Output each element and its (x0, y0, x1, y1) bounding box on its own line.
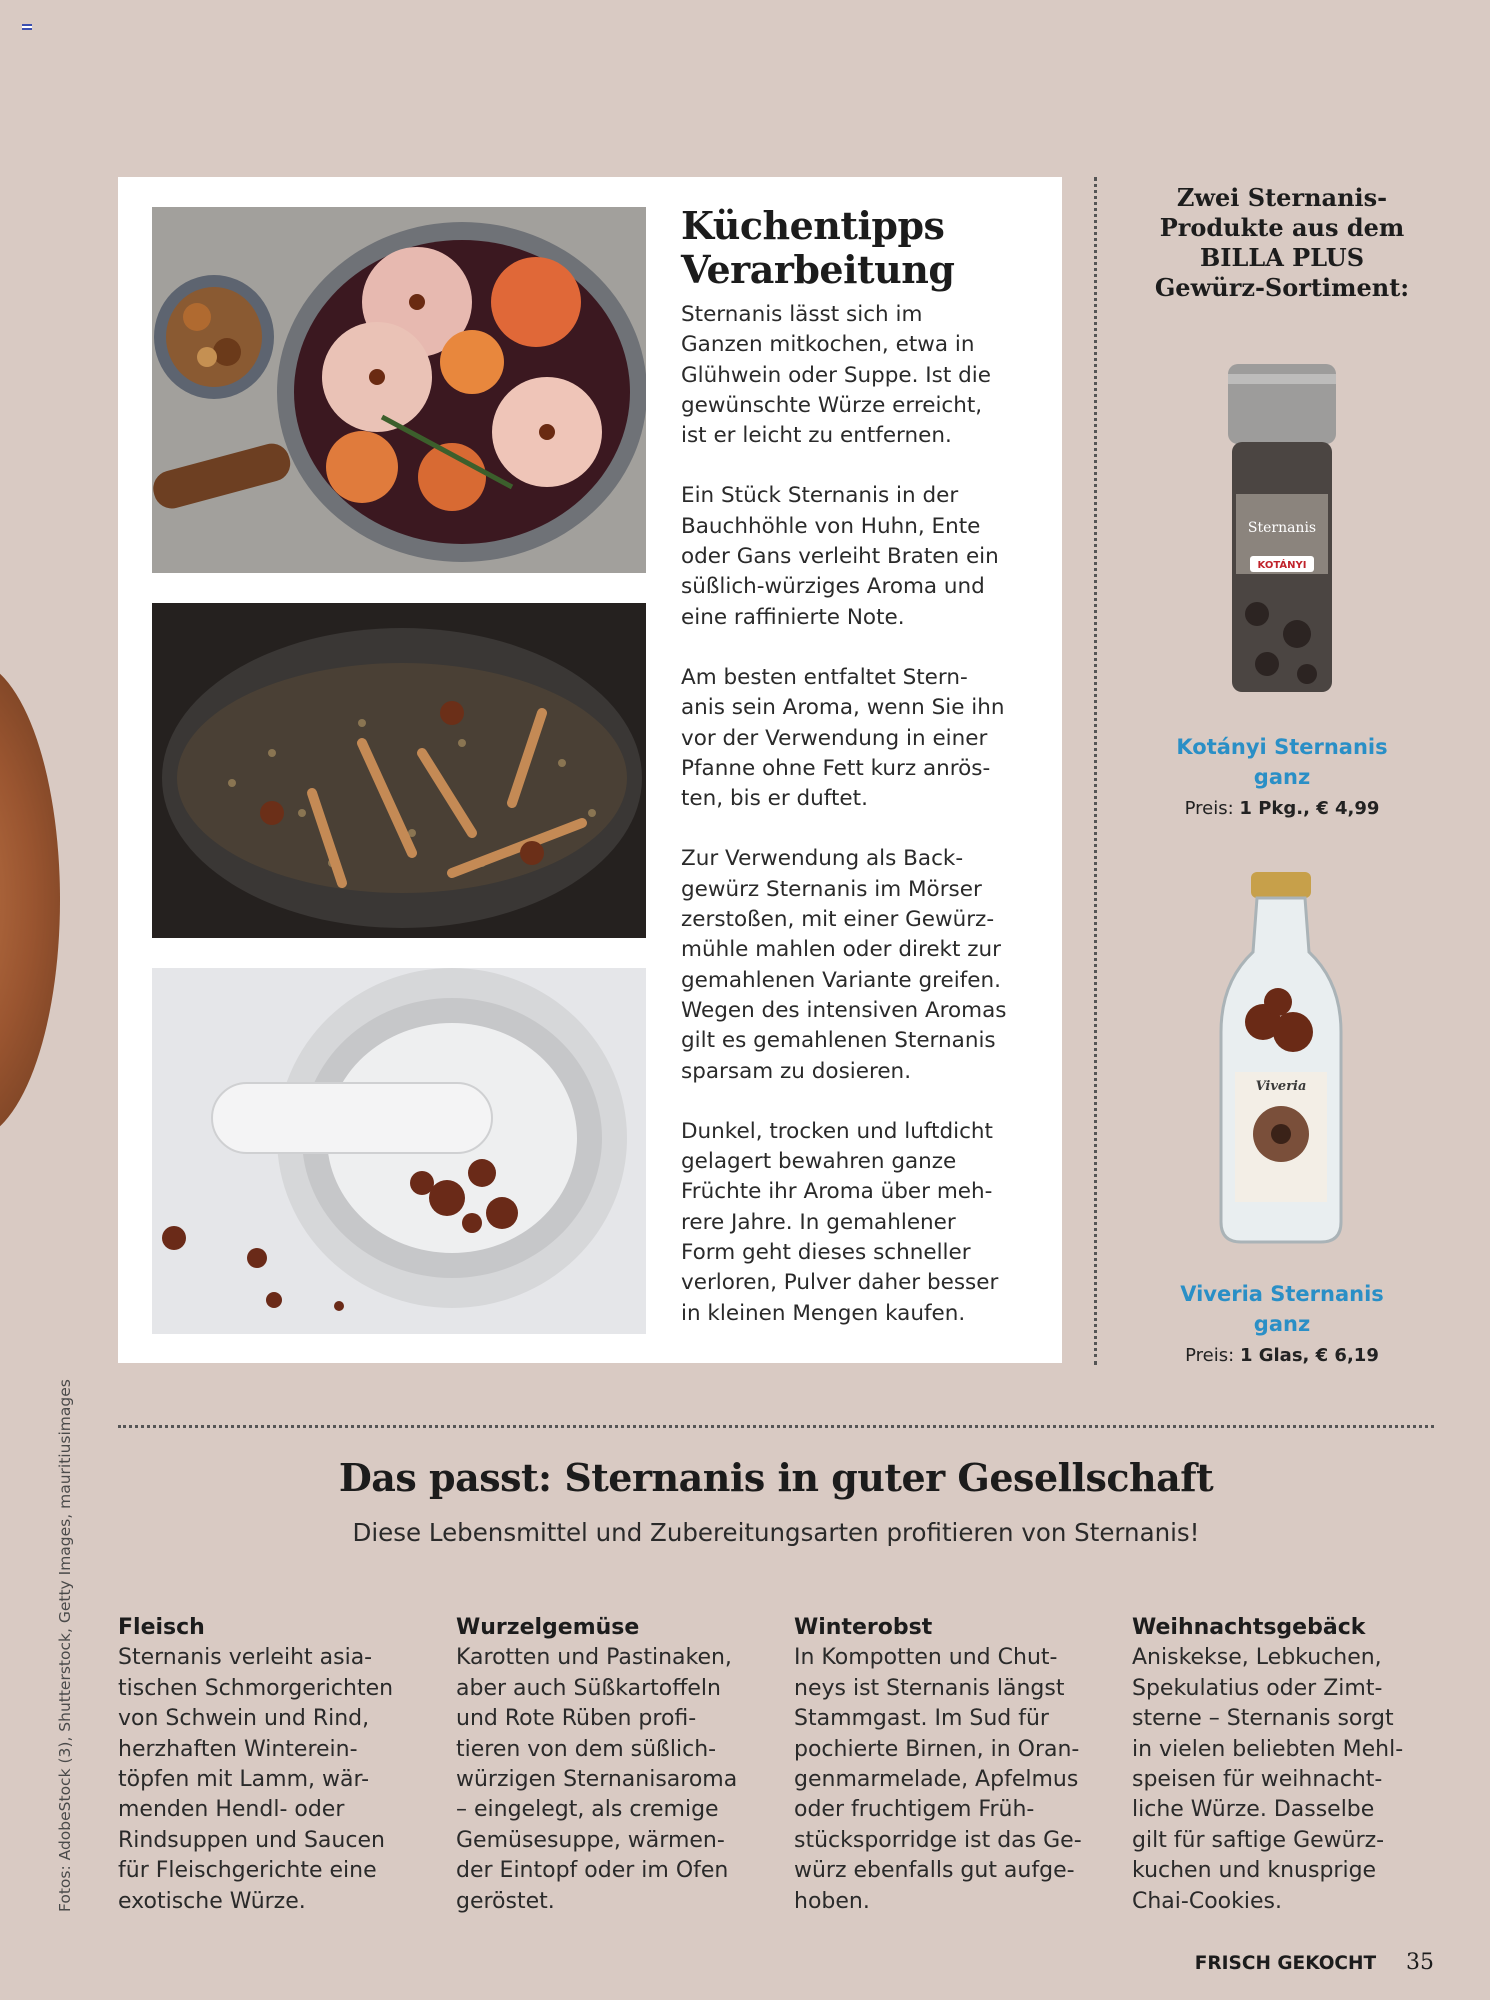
product-name-viveria[interactable]: Viveria Sternanis ganz (1180, 1282, 1384, 1336)
kitchen-tips (681, 204, 1031, 1359)
page-number: 35 (1406, 1950, 1434, 1975)
price-label: Preis: (1185, 1345, 1235, 1366)
tips-paragraph: Dunkel, trocken und luftdicht gelagert bewahren ganze Früchte ihr Aroma über meh- rere Jahre. In gemahlener Form geht dieses schneller verloren, Pulver daher besser in kleinen Mengen kaufen. (681, 1118, 999, 1326)
tips-paragraph: Zur Verwendung als Back- gewürz Sternanis im Mörser zerstoßen, mit einer Gewürz- mühle mahlen oder direkt zur gemahlenen Variante greifen. Wegen des intensiven Aromas gilt es gemahlenen Sternanis sparsam zu dosieren. (681, 846, 1007, 1084)
tips-paragraph: Ein Stück Sternanis in der Bauchhöhle von Huhn, Ente oder Gans verleiht Braten ein süßlich-würziges Aroma und eine raffinierte Note. (681, 483, 999, 630)
kotanyi-jar-image (1222, 364, 1342, 696)
column-heading: Weihnachtsgebäck (1132, 1615, 1366, 1640)
pairing-subtitle: Diese Lebensmittel und Zubereitungsarten profitieren von Sternanis! (352, 1518, 1200, 1547)
pairing-column-weihnachtsgebaeck (1132, 1613, 1452, 1917)
price-value: 1 Glas, € 6,19 (1239, 1345, 1379, 1366)
viveria-brand-logo: Viveria (1255, 1079, 1307, 1094)
column-text: In Kompotten und Chut- neys ist Sternanis längst Stammgast. Im Sud für pochierte Birnen, in Oran- genmarmelade, Apfelmus oder fruchtigem Früh- stücksporridge ist das Ge- würz ebenfalls gut aufge- hoben. (794, 1645, 1082, 1914)
column-heading: Winterobst (794, 1615, 933, 1640)
page-footer (1195, 1950, 1434, 1975)
pairing-column-winterobst (794, 1613, 1114, 1917)
product-name-kotanyi[interactable]: Kotányi Sternanis ganz (1176, 735, 1388, 789)
wooden-bowl-decoration (0, 660, 60, 1140)
viveria-jar-image (1213, 872, 1349, 1244)
photo-credit: Fotos: AdobeStock (3), Shutterstock, Getty Images, mauritiusimages (56, 1379, 74, 1912)
roasting-spices-photo (152, 603, 646, 938)
product-price-viveria (1112, 1341, 1452, 1371)
mulled-wine-photo (152, 207, 646, 573)
pairing-title: Das passt: Sternanis in guter Gesellschaft (338, 1455, 1214, 1500)
pairing-column-fleisch (118, 1613, 438, 1917)
vertical-divider (1094, 177, 1097, 1365)
language-flag-icon[interactable] (22, 24, 32, 30)
kotanyi-brand-logo: KOTÁNYI (1257, 560, 1307, 571)
horizontal-divider (118, 1425, 1434, 1428)
sidebar-title: Zwei Sternanis- Produkte aus dem BILLA PLUS Gewürz-Sortiment: (1154, 183, 1410, 302)
column-text: Sternanis verleiht asia- tischen Schmorgerichten von Schwein und Rind, herzhaften Winterein- töpfen mit Lamm, wär- menden Hendl- oder Rindsuppen und Saucen für Fleischgerichte eine exotische Würze. (118, 1645, 394, 1914)
tips-paragraph: Sternanis lässt sich im Ganzen mitkochen, etwa in Glühwein oder Suppe. Ist die gewünschte Würze erreicht, ist er leicht zu entfernen. (681, 302, 991, 449)
mortar-photo (152, 968, 646, 1334)
pairing-column-wurzelgemuese (456, 1613, 776, 1917)
column-heading: Wurzelgemüse (456, 1615, 640, 1640)
tips-title: Küchentipps Verarbeitung (681, 203, 955, 292)
column-text: Aniskekse, Lebkuchen, Spekulatius oder Zimt- sterne – Sternanis sorgt in vielen beliebten Mehl- speisen für weihnacht- liche Würze. Dasselbe gilt für saftige Gewürz- kuchen und knusprige Chai-Cookies. (1132, 1645, 1404, 1914)
product-price-kotanyi (1112, 794, 1452, 824)
column-heading: Fleisch (118, 1615, 205, 1640)
tips-paragraph: Am besten entfaltet Stern- anis sein Aroma, wenn Sie ihn vor der Verwendung in einer Pfanne ohne Fett kurz anrös- ten, bis er duftet. (681, 664, 1005, 812)
price-label: Preis: (1184, 798, 1234, 819)
footer-section: FRISCH GEKOCHT (1194, 1953, 1377, 1974)
price-value: 1 Pkg., € 4,99 (1239, 798, 1380, 819)
kotanyi-jar-label: Sternanis (1247, 520, 1317, 536)
column-text: Karotten und Pastinaken, aber auch Süßkartoffeln und Rote Rüben profi- tieren von dem süßlich- würzigen Sternanisaroma – eingelegt, als cremige Gemüsesuppe, wärmen- der Eintopf oder im Ofen geröstet. (456, 1645, 738, 1914)
